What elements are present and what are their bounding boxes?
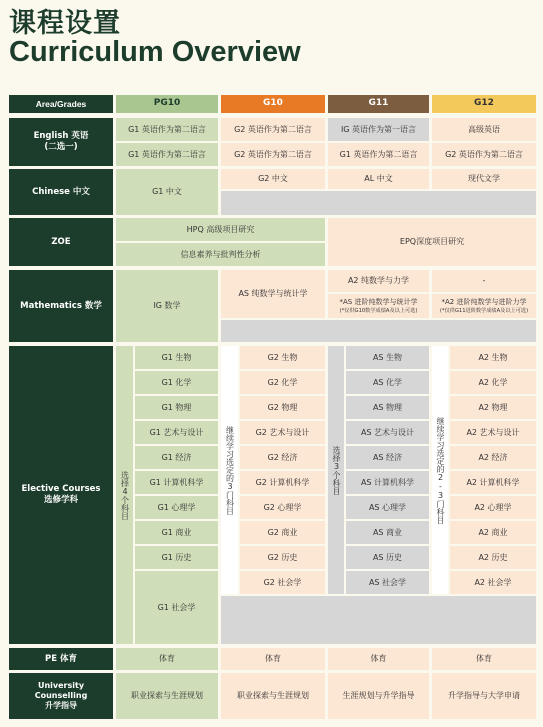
elective-g10-subject: G2 社会学	[240, 571, 325, 594]
elective-pg10-subject: G1 经济	[135, 446, 218, 469]
header-g11: G11	[328, 95, 429, 113]
area-chinese: Chinese 中文	[9, 169, 113, 215]
math-g12-top: -	[432, 270, 536, 292]
chinese-empty	[221, 191, 536, 215]
english-g11-r1: IG 英语作为第一语言	[328, 118, 429, 141]
header-g10: G10	[221, 95, 325, 113]
elective-g10-subject: G2 历史	[240, 546, 325, 569]
elective-g12-subject: A2 艺术与设计	[450, 421, 536, 444]
elective-g10-subject: G2 化学	[240, 371, 325, 394]
elective-g10-subject: G2 商业	[240, 521, 325, 544]
pe-g10: 体育	[221, 648, 325, 670]
math-g11-top: A2 纯数学与力学	[328, 270, 429, 292]
header-g12: G12	[432, 95, 536, 113]
elective-g12-subject: A2 生物	[450, 346, 536, 369]
math-g12-note: (*仅供G11进阶数学成绩A及以上可选)	[439, 308, 529, 315]
english-g12-r1: 高级英语	[432, 118, 536, 141]
english-sublabel: (二选一)	[44, 142, 78, 152]
elective-g10-subject: G2 经济	[240, 446, 325, 469]
english-pg10-r1: G1 英语作为第二语言	[116, 118, 218, 141]
elective-g10-subject: G2 心理学	[240, 496, 325, 519]
elective-pg10-subject: G1 心理学	[135, 496, 218, 519]
counselling-g12: 升学指导与大学申请	[432, 673, 536, 719]
elective-pg10-subject: G1 生物	[135, 346, 218, 369]
zoe-info: 信息素养与批判性分析	[116, 243, 325, 266]
elective-g12-subject: A2 历史	[450, 546, 536, 569]
page-title-en: Curriculum Overview	[9, 36, 301, 68]
math-empty	[221, 320, 536, 342]
elective-label-cn: 选修学科	[43, 495, 78, 505]
elective-g10-subject: G2 生物	[240, 346, 325, 369]
chinese-pg10: G1 中文	[116, 169, 218, 215]
elective-g11-subject: AS 社会学	[346, 571, 429, 594]
elective-pg10-subject: G1 艺术与设计	[135, 421, 218, 444]
area-english	[9, 118, 113, 166]
elective-g11-subject: AS 生物	[346, 346, 429, 369]
counselling-g11: 生涯规划与升学指导	[328, 673, 429, 719]
elective-g10-subject: G2 艺术与设计	[240, 421, 325, 444]
elective-pg10-subject: G1 化学	[135, 371, 218, 394]
pe-g11: 体育	[328, 648, 429, 670]
area-elective	[9, 346, 113, 644]
elective-g11-subject: AS 化学	[346, 371, 429, 394]
elective-pg10-subject: G1 商业	[135, 521, 218, 544]
elective-g12-subject: A2 物理	[450, 396, 536, 419]
elective-g11-subject: AS 经济	[346, 446, 429, 469]
english-g10-r1: G2 英语作为第二语言	[221, 118, 325, 141]
elective-pg10-subject: G1 历史	[135, 546, 218, 569]
math-pg10: IG 数学	[116, 270, 218, 342]
math-g12-bottom	[432, 294, 536, 318]
math-g11-advanced: *AS 进阶纯数学与统计学	[339, 297, 418, 306]
zoe-epq: EPQ深度项目研究	[328, 218, 536, 266]
chinese-g10: G2 中文	[221, 169, 325, 189]
page-title-cn: 课程设置	[9, 8, 121, 39]
elective-g10-subject: G2 计算机科学	[240, 471, 325, 494]
english-g11-r2: G1 英语作为第二语言	[328, 143, 429, 166]
elective-g11-subject: AS 物理	[346, 396, 429, 419]
counselling-pg10: 职业探索与生涯规划	[116, 673, 218, 719]
elective-g12-subject: A2 社会学	[450, 571, 536, 594]
elective-g11-choose: 选择3个科目	[328, 346, 344, 594]
area-counselling	[9, 673, 113, 719]
elective-pg10-subject: G1 计算机科学	[135, 471, 218, 494]
elective-g11-subject: AS 计算机科学	[346, 471, 429, 494]
header-pg10: PG10	[116, 95, 218, 113]
pe-g12: 体育	[432, 648, 536, 670]
elective-label-en: Elective Courses	[21, 484, 101, 495]
chinese-g12: 现代文学	[432, 169, 536, 189]
area-math: Mathematics 数学	[9, 270, 113, 342]
elective-g10-choose: 继续学习选定的3门科目	[221, 346, 238, 594]
elective-g11-subject: AS 商业	[346, 521, 429, 544]
math-g11-note: (*仅供G10数学成绩A及以上可选)	[339, 308, 418, 315]
elective-g11-subject: AS 艺术与设计	[346, 421, 429, 444]
math-g11-bottom	[328, 294, 429, 318]
math-g10: AS 纯数学与统计学	[221, 270, 325, 318]
pe-pg10: 体育	[116, 648, 218, 670]
counselling-label-cn: 升学指导	[45, 701, 77, 710]
elective-pg10-subject: G1 物理	[135, 396, 218, 419]
elective-g12-choose: 继续学习选定的2-3门科目	[432, 346, 448, 594]
english-pg10-r2: G1 英语作为第二语言	[116, 143, 218, 166]
elective-g10-subject: G2 物理	[240, 396, 325, 419]
elective-empty	[221, 596, 536, 644]
english-label: English 英语	[33, 131, 89, 142]
header-area: Area/Grades	[9, 95, 113, 113]
elective-g11-subject: AS 心理学	[346, 496, 429, 519]
elective-pg10-subject: G1 社会学	[135, 571, 218, 644]
area-zoe: ZOE	[9, 218, 113, 266]
chinese-g11: AL 中文	[328, 169, 429, 189]
elective-g12-subject: A2 心理学	[450, 496, 536, 519]
elective-g11-subject: AS 历史	[346, 546, 429, 569]
elective-g12-subject: A2 经济	[450, 446, 536, 469]
english-g12-r2: G2 英语作为第二语言	[432, 143, 536, 166]
english-g10-r2: G2 英语作为第二语言	[221, 143, 325, 166]
counselling-g10: 职业探索与生涯规划	[221, 673, 325, 719]
zoe-hpq: HPQ 高级项目研究	[116, 218, 325, 241]
counselling-label-en: University Counselling	[34, 681, 88, 700]
elective-g12-subject: A2 化学	[450, 371, 536, 394]
elective-g12-subject: A2 计算机科学	[450, 471, 536, 494]
math-g12-advanced: *A2 进阶纯数学与进阶力学	[441, 297, 527, 306]
area-pe: PE 体育	[9, 648, 113, 670]
elective-pg10-choose: 选择4个科目	[116, 346, 133, 644]
elective-g12-subject: A2 商业	[450, 521, 536, 544]
